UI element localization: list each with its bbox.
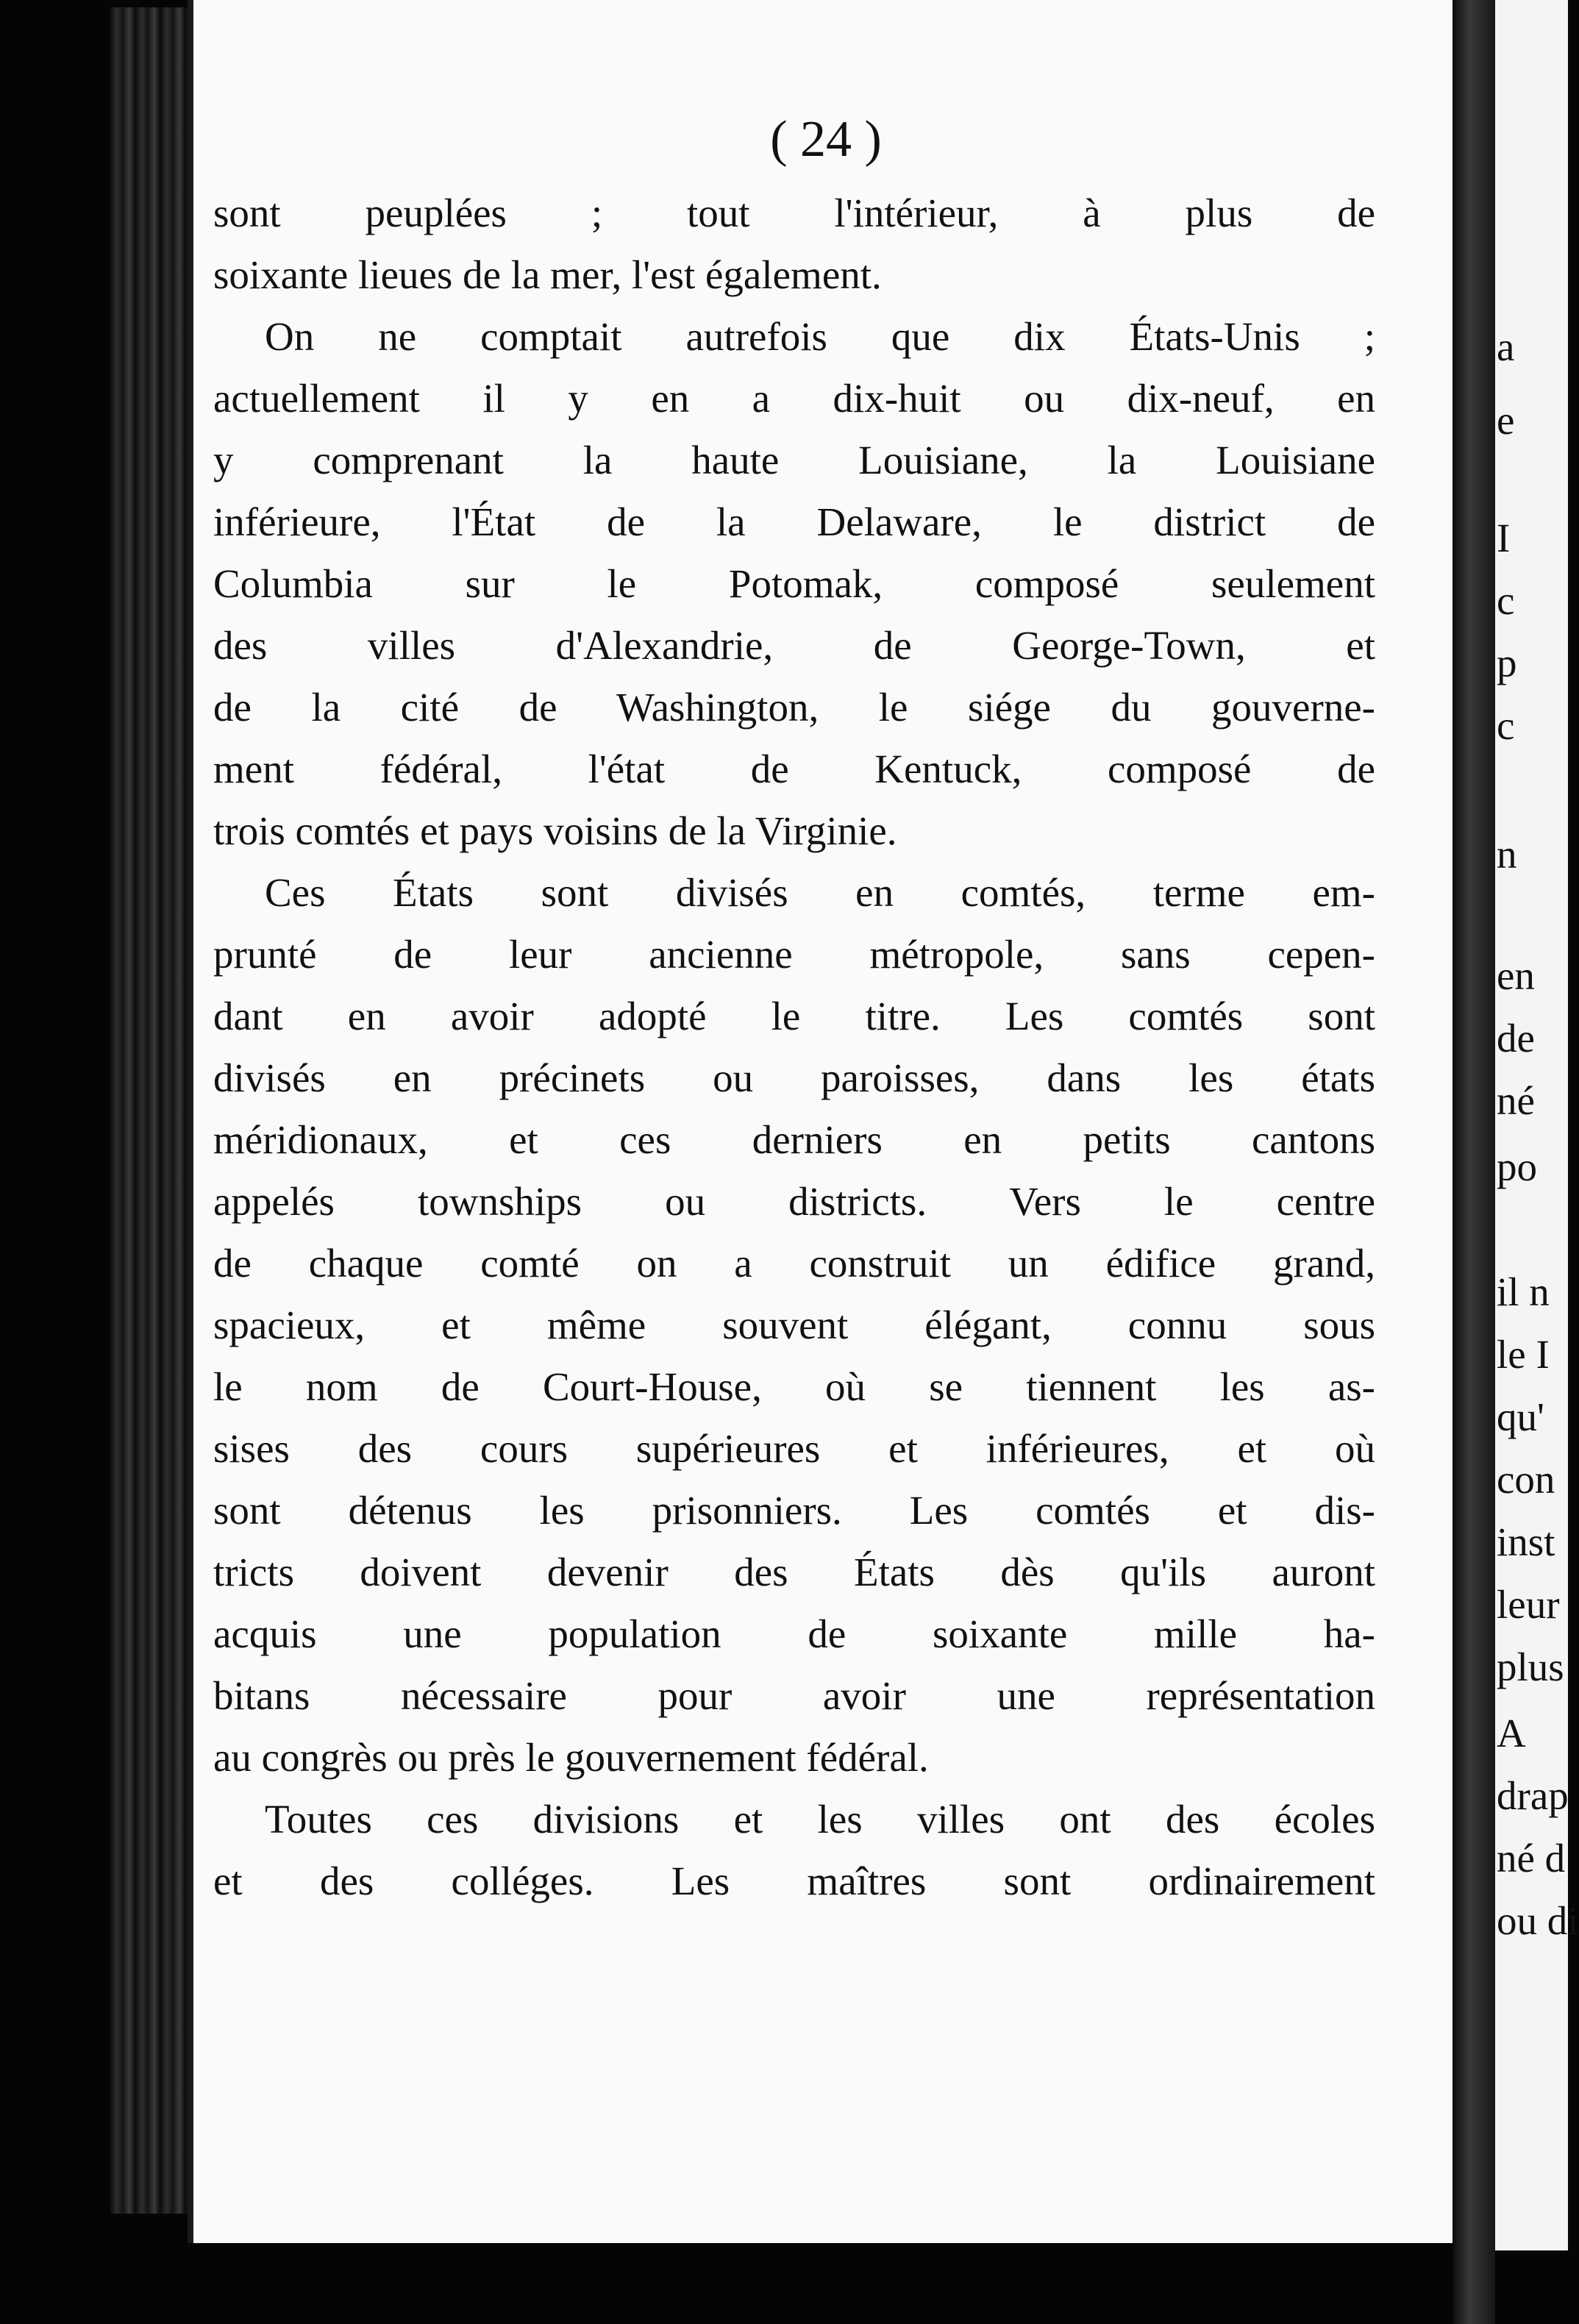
text-line: Columbia sur le Potomak, composé seulement [213,561,1375,606]
page-number: ( 24 ) [770,111,882,168]
facing-page-fragment: qu' [1497,1394,1544,1439]
facing-page-fragment: e [1497,398,1515,443]
page-body-text [213,182,1375,1912]
facing-page-fragment: I [1497,516,1511,560]
page-gutter [1453,0,1495,2324]
text-line: au congrès ou près le gouvernement fédéral. [213,1735,929,1780]
facing-page-fragment: drap [1497,1773,1569,1818]
facing-page-fragment: né [1497,1078,1535,1123]
text-line: y comprenant la haute Louisiane, la Louisiane [213,438,1375,482]
text-line: ment fédéral, l'état de Kentuck, composé de [213,746,1375,791]
text-line: On ne comptait autrefois que dix États-Unis ; [265,314,1375,359]
text-line: sises des cours supérieures et inférieures, et où [213,1426,1375,1471]
facing-page-fragment: inst [1497,1519,1555,1564]
facing-page-fragment: n [1497,832,1517,877]
text-line: tricts doivent devenir des États dès qu'ils auront [213,1550,1375,1594]
text-line: divisés en précinets ou paroisses, dans les états [213,1055,1375,1100]
text-line: soixante lieues de la mer, l'est également. [213,252,882,297]
text-line: Ces États sont divisés en comtés, terme em- [265,870,1375,915]
facing-page-fragment: po [1497,1144,1537,1189]
facing-page-fragment: il n [1497,1269,1550,1314]
text-line: inférieure, l'État de la Delaware, le district de [213,499,1375,544]
facing-page-fragment: c [1497,578,1515,623]
text-line: appelés townships ou districts. Vers le centre [213,1179,1375,1224]
text-line: trois comtés et pays voisins de la Virginie. [213,808,897,853]
text-line: Toutes ces divisions et les villes ont des écoles [265,1797,1375,1842]
text-line: dant en avoir adopté le titre. Les comtés sont [213,994,1375,1038]
text-line: bitans nécessaire pour avoir une représentation [213,1673,1375,1718]
text-line: des villes d'Alexandrie, de George-Town, et [213,623,1375,668]
text-line: sont peuplées ; tout l'intérieur, à plus de [213,190,1375,235]
text-line: et des colléges. Les maîtres sont ordinairement [213,1858,1375,1903]
text-line: spacieux, et même souvent élégant, connu sous [213,1302,1375,1347]
facing-page-fragment: leur [1497,1582,1560,1627]
facing-page-fragment: de [1497,1016,1535,1061]
facing-page-fragment: c [1497,703,1515,748]
text-line: de chaque comté on a construit un édifice grand, [213,1241,1375,1286]
facing-page-fragment: né d [1497,1836,1566,1881]
text-line: acquis une population de soixante mille ha- [213,1611,1375,1656]
facing-page-fragment: p [1497,641,1517,685]
facing-page-fragment: plus [1497,1644,1564,1689]
text-line: le nom de Court-House, où se tiennent les as- [213,1364,1375,1409]
facing-page-fragment: con [1497,1457,1555,1502]
facing-page-fragment: ou di [1497,1898,1579,1943]
text-line: prunté de leur ancienne métropole, sans cepen- [213,932,1375,977]
text-line: de la cité de Washington, le siége du gouverne- [213,685,1375,730]
facing-page-fragment: a [1497,324,1515,369]
facing-page-fragment: A [1497,1711,1526,1756]
facing-page-fragment: le I [1497,1332,1550,1377]
text-line: actuellement il y en a dix-huit ou dix-neuf, en [213,376,1375,421]
text-line: méridionaux, et ces derniers en petits cantons [213,1117,1375,1162]
facing-page-edge [1495,0,1579,2250]
text-line: sont détenus les prisonniers. Les comtés et dis- [213,1488,1375,1533]
facing-page-fragment: en [1497,953,1535,998]
